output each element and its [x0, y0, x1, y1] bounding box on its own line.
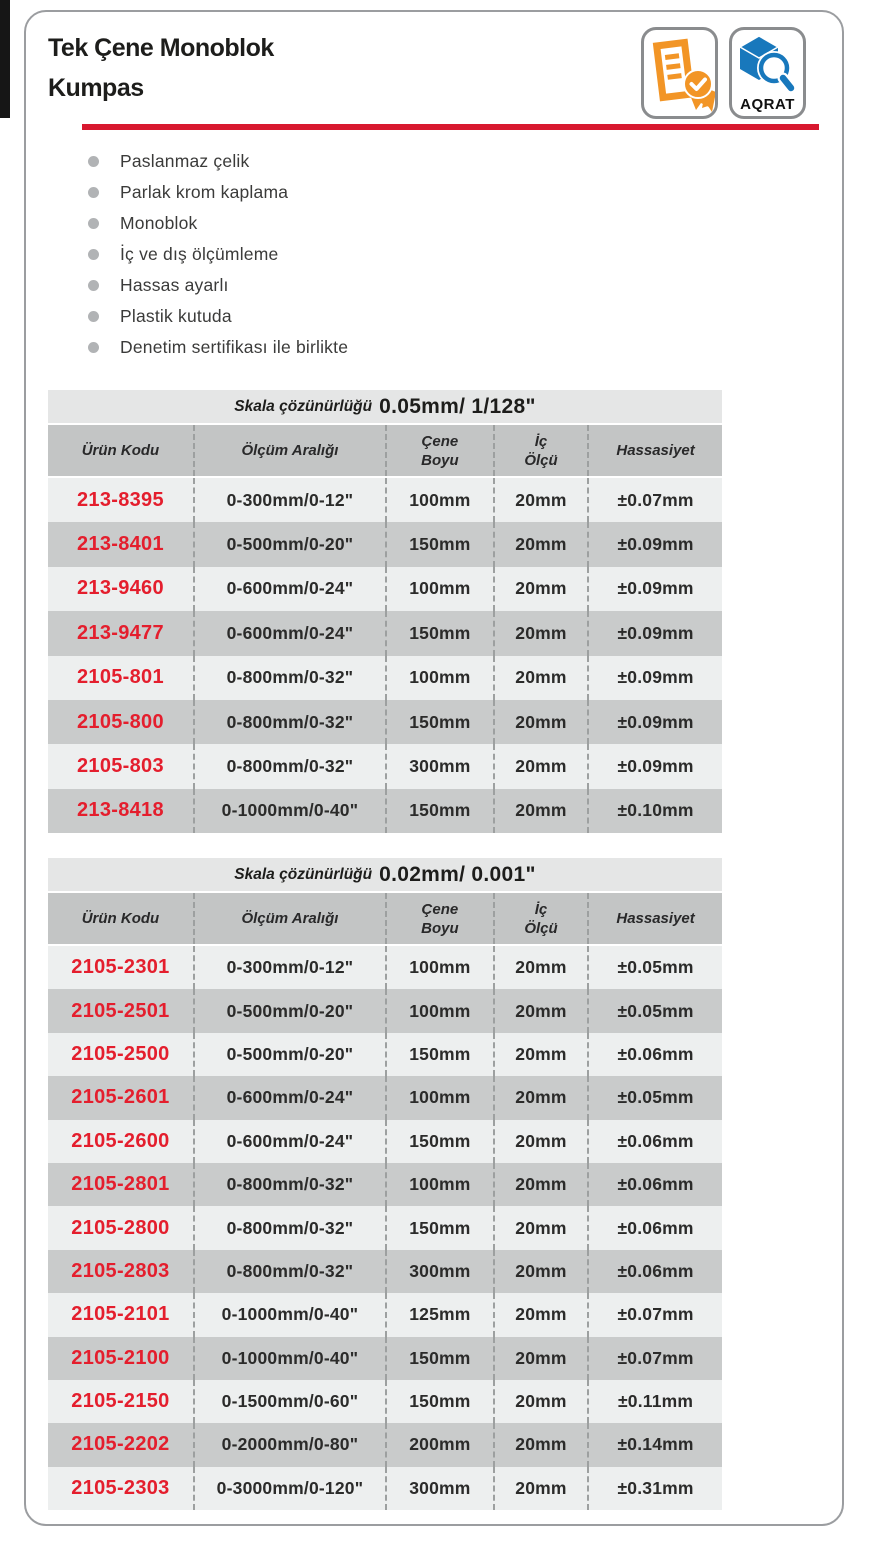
spec-cell: 0-1500mm/0-60": [193, 1380, 385, 1423]
table-row: [48, 744, 722, 788]
product-code-cell: 2105-2100: [71, 1346, 170, 1369]
column-header: Ölçüm Aralığı: [193, 425, 385, 476]
spec-cell: ±0.06mm: [587, 1163, 722, 1206]
spec-cell: 0-300mm/0-12": [193, 946, 385, 989]
feature-text: Parlak krom kaplama: [120, 182, 289, 202]
spec-cell: 0-800mm/0-32": [193, 700, 385, 744]
spec-cell: 20mm: [493, 1293, 587, 1336]
spec-cell: 150mm: [385, 611, 493, 655]
table-row: [48, 1467, 722, 1510]
spec-cell: ±0.31mm: [587, 1467, 722, 1510]
spec-cell: 20mm: [493, 611, 587, 655]
table-row: [48, 789, 722, 833]
product-code-cell: 213-8395: [76, 488, 164, 511]
spec-cell: 20mm: [493, 1033, 587, 1076]
spec-cell: 150mm: [385, 1380, 493, 1423]
table-row: [48, 1120, 722, 1163]
spec-cell: 0-600mm/0-24": [193, 611, 385, 655]
page-title-line1: Tek Çene Monoblok: [48, 34, 274, 62]
bullet-icon: [88, 311, 99, 322]
spec-cell: 20mm: [493, 789, 587, 833]
product-code-cell: 213-8418: [76, 799, 164, 822]
spec-cell: 20mm: [493, 478, 587, 522]
table-row: [48, 522, 722, 566]
spec-cell: 0-1000mm/0-40": [193, 1293, 385, 1336]
bullet-icon: [88, 187, 99, 198]
spec-cell: ±0.11mm: [587, 1380, 722, 1423]
spec-cell: 0-500mm/0-20": [193, 522, 385, 566]
spec-cell: 0-300mm/0-12": [193, 478, 385, 522]
bullet-icon: [88, 342, 99, 353]
table-header-row: [48, 893, 722, 944]
spec-cell: 20mm: [493, 656, 587, 700]
resolution-value: 0.02mm/ 0.001": [379, 862, 536, 886]
aqrat-label: AQRAT: [740, 96, 795, 113]
spec-cell: 20mm: [493, 567, 587, 611]
spec-table-002mm: [48, 858, 722, 1510]
spec-cell: 100mm: [385, 989, 493, 1032]
aqrat-badge: [729, 27, 806, 119]
certificate-badge: [641, 27, 718, 119]
spec-cell: 20mm: [493, 1423, 587, 1466]
feature-item: [88, 332, 588, 363]
spec-cell: 20mm: [493, 1120, 587, 1163]
spec-cell: 20mm: [493, 946, 587, 989]
column-header: Ölçüm Aralığı: [193, 893, 385, 944]
table-row: [48, 656, 722, 700]
spec-cell: 0-1000mm/0-40": [193, 789, 385, 833]
bullet-icon: [88, 249, 99, 260]
feature-text: Plastik kutuda: [120, 306, 232, 326]
spec-cell: 100mm: [385, 1163, 493, 1206]
product-code-cell: 2105-2202: [71, 1433, 170, 1456]
table-resolution-bar: [48, 858, 722, 891]
spec-cell: 0-500mm/0-20": [193, 989, 385, 1032]
feature-text: Hassas ayarlı: [120, 275, 229, 295]
spec-cell: 0-800mm/0-32": [193, 1250, 385, 1293]
product-code-cell: 2105-2803: [71, 1259, 170, 1282]
product-code-cell: 2105-2303: [71, 1476, 170, 1499]
spec-cell: ±0.06mm: [587, 1206, 722, 1249]
feature-item: [88, 270, 588, 301]
spec-cell: 20mm: [493, 1076, 587, 1119]
table-row: [48, 1337, 722, 1380]
spec-cell: 100mm: [385, 478, 493, 522]
table-row: [48, 1293, 722, 1336]
spec-cell: ±0.09mm: [587, 567, 722, 611]
column-header: Hassasiyet: [587, 893, 722, 944]
spec-cell: ±0.07mm: [587, 1293, 722, 1336]
spec-cell: ±0.05mm: [587, 946, 722, 989]
spec-cell: 100mm: [385, 567, 493, 611]
spec-cell: 0-800mm/0-32": [193, 1163, 385, 1206]
table-header-row: [48, 425, 722, 476]
product-code-cell: 2105-803: [76, 755, 164, 778]
spec-cell: ±0.05mm: [587, 989, 722, 1032]
spec-cell: ±0.09mm: [587, 744, 722, 788]
feature-item: [88, 239, 588, 270]
certificate-icon: [644, 30, 715, 116]
spec-cell: 150mm: [385, 1337, 493, 1380]
product-code-cell: 2105-2150: [71, 1390, 170, 1413]
feature-item: [88, 177, 588, 208]
table-row: [48, 478, 722, 522]
spec-cell: 20mm: [493, 1380, 587, 1423]
column-header: Ürün Kodu: [81, 910, 160, 927]
spec-cell: 300mm: [385, 1250, 493, 1293]
bullet-icon: [88, 280, 99, 291]
product-code-cell: 2105-2801: [71, 1173, 170, 1196]
features-list: [88, 146, 588, 363]
feature-text: Paslanmaz çelik: [120, 151, 250, 171]
table-row: [48, 1250, 722, 1293]
table-row: [48, 567, 722, 611]
product-code-cell: 2105-2501: [71, 999, 170, 1022]
spec-cell: 100mm: [385, 1076, 493, 1119]
spec-cell: 150mm: [385, 522, 493, 566]
spec-cell: 125mm: [385, 1293, 493, 1336]
column-header: İç Ölçü: [493, 425, 587, 476]
spec-cell: 0-1000mm/0-40": [193, 1337, 385, 1380]
bullet-icon: [88, 156, 99, 167]
spec-cell: 20mm: [493, 989, 587, 1032]
spec-cell: 0-800mm/0-32": [193, 1206, 385, 1249]
spec-cell: ±0.06mm: [587, 1120, 722, 1163]
spec-cell: 150mm: [385, 700, 493, 744]
spec-cell: ±0.05mm: [587, 1076, 722, 1119]
table-row: [48, 1380, 722, 1423]
feature-text: Monoblok: [120, 213, 198, 233]
column-header: Çene Boyu: [385, 425, 493, 476]
product-code-cell: 2105-2500: [71, 1042, 170, 1065]
spec-cell: 0-3000mm/0-120": [193, 1467, 385, 1510]
spec-cell: 0-800mm/0-32": [193, 744, 385, 788]
red-divider-rule: [82, 124, 819, 130]
product-code-cell: 2105-800: [76, 710, 164, 733]
product-code-cell: 2105-2101: [71, 1303, 170, 1326]
spec-table-005mm: [48, 390, 722, 833]
spec-cell: 300mm: [385, 744, 493, 788]
column-header: Hassasiyet: [587, 425, 722, 476]
spec-cell: ±0.07mm: [587, 478, 722, 522]
resolution-label: Skala çözünürlüğü: [234, 397, 373, 415]
table-row: [48, 1076, 722, 1119]
spec-cell: 20mm: [493, 1206, 587, 1249]
page-title-line2: Kumpas: [48, 74, 144, 102]
spec-cell: 300mm: [385, 1467, 493, 1510]
spec-cell: 0-600mm/0-24": [193, 567, 385, 611]
column-header: Çene Boyu: [385, 893, 493, 944]
spec-cell: ±0.09mm: [587, 700, 722, 744]
spec-cell: ±0.09mm: [587, 611, 722, 655]
column-header: İç Ölçü: [493, 893, 587, 944]
spec-cell: ±0.06mm: [587, 1033, 722, 1076]
spec-cell: 0-600mm/0-24": [193, 1076, 385, 1119]
feature-text: Denetim sertifikası ile birlikte: [120, 337, 349, 357]
spec-cell: 20mm: [493, 700, 587, 744]
table-body: [48, 946, 722, 1510]
resolution-value: 0.05mm/ 1/128": [379, 394, 536, 418]
product-code-cell: 213-9477: [76, 621, 164, 644]
product-code-cell: 2105-2301: [71, 956, 170, 979]
spec-cell: 150mm: [385, 1120, 493, 1163]
spec-cell: 0-600mm/0-24": [193, 1120, 385, 1163]
spec-cell: ±0.09mm: [587, 522, 722, 566]
feature-item: [88, 208, 588, 239]
spec-cell: 200mm: [385, 1423, 493, 1466]
spec-cell: 20mm: [493, 522, 587, 566]
spec-cell: 0-2000mm/0-80": [193, 1423, 385, 1466]
table-row: [48, 1033, 722, 1076]
spec-cell: 0-500mm/0-20": [193, 1033, 385, 1076]
feature-item: [88, 146, 588, 177]
table-row: [48, 1206, 722, 1249]
table-row: [48, 1163, 722, 1206]
product-code-cell: 2105-2601: [71, 1086, 170, 1109]
resolution-label: Skala çözünürlüğü: [234, 865, 373, 883]
spec-cell: 20mm: [493, 1250, 587, 1293]
column-header: Ürün Kodu: [81, 442, 160, 459]
table-row: [48, 1423, 722, 1466]
spec-cell: 0-800mm/0-32": [193, 656, 385, 700]
product-code-cell: 2105-2600: [71, 1129, 170, 1152]
table-row: [48, 700, 722, 744]
spec-cell: 20mm: [493, 744, 587, 788]
spec-cell: 100mm: [385, 946, 493, 989]
table-body: [48, 478, 722, 833]
bullet-icon: [88, 218, 99, 229]
table-row: [48, 611, 722, 655]
feature-text: İç ve dış ölçümleme: [120, 244, 279, 264]
spec-cell: ±0.10mm: [587, 789, 722, 833]
spec-cell: 100mm: [385, 656, 493, 700]
feature-item: [88, 301, 588, 332]
spec-cell: ±0.09mm: [587, 656, 722, 700]
spec-cell: ±0.06mm: [587, 1250, 722, 1293]
spec-cell: 20mm: [493, 1163, 587, 1206]
product-code-cell: 213-8401: [76, 533, 164, 556]
spec-cell: ±0.14mm: [587, 1423, 722, 1466]
page-edge-marker: [0, 0, 10, 118]
spec-cell: 150mm: [385, 1033, 493, 1076]
table-resolution-bar: [48, 390, 722, 423]
spec-cell: 20mm: [493, 1337, 587, 1380]
product-code-cell: 2105-801: [76, 666, 164, 689]
page-title: [48, 28, 274, 108]
spec-cell: 150mm: [385, 789, 493, 833]
table-row: [48, 989, 722, 1032]
spec-cell: ±0.07mm: [587, 1337, 722, 1380]
spec-cell: 20mm: [493, 1467, 587, 1510]
product-code-cell: 213-9460: [76, 577, 164, 600]
spec-cell: 150mm: [385, 1206, 493, 1249]
product-code-cell: 2105-2800: [71, 1216, 170, 1239]
table-row: [48, 946, 722, 989]
